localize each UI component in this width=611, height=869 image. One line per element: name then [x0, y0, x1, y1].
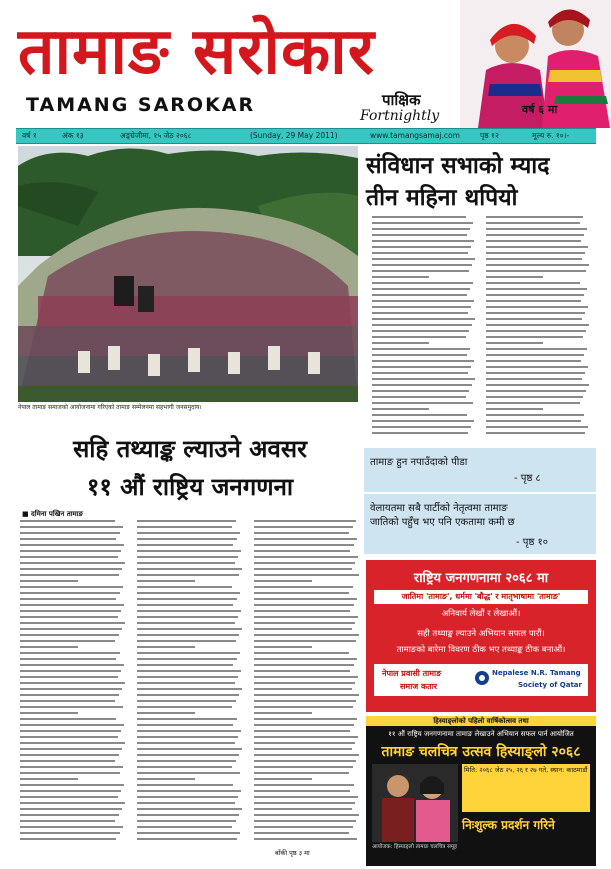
text-line: [372, 324, 472, 326]
text-line: [254, 760, 356, 762]
text-line: [20, 688, 122, 690]
text-line: [486, 246, 588, 248]
text-line: [20, 652, 120, 654]
text-line: [20, 682, 125, 684]
masthead-year-note: वर्ष ६ मा: [522, 103, 558, 116]
text-line: [372, 384, 472, 386]
text-line: [372, 378, 475, 380]
text-line: [254, 592, 349, 594]
text-line: [20, 616, 118, 618]
text-line: [137, 802, 235, 804]
text-line: [137, 526, 232, 528]
text-line: [486, 336, 583, 338]
right-story-body-text: [372, 216, 590, 442]
right-story-headline: [366, 150, 592, 214]
text-line: [254, 628, 352, 630]
text-line: [372, 312, 468, 314]
reference-box-2[interactable]: [364, 494, 596, 554]
text-line: [486, 234, 584, 236]
dateline-bar: [16, 128, 596, 144]
film-ad-actors-photo: [372, 764, 458, 842]
text-line: [137, 826, 232, 828]
text-line: [486, 240, 581, 242]
text-line: [137, 694, 239, 696]
text-line: [137, 760, 236, 762]
text-line: [254, 712, 312, 714]
text-line: [372, 420, 474, 422]
text-line: [137, 772, 240, 774]
text-line: [137, 688, 242, 690]
dateline-website[interactable]: www.tamangsamaj.com: [370, 131, 460, 140]
text-line: [372, 234, 467, 236]
text-line: [20, 820, 115, 822]
text-line: [372, 354, 467, 356]
text-line: [486, 312, 585, 314]
text-line: [137, 784, 233, 786]
text-line: [254, 784, 354, 786]
text-line: [372, 372, 468, 374]
text-line: [20, 532, 120, 534]
text-line: [486, 426, 588, 428]
text-line: [486, 348, 587, 350]
text-line: [486, 324, 589, 326]
text-line: [20, 610, 121, 612]
text-line: [137, 838, 237, 840]
text-line: [254, 562, 355, 564]
text-line: [486, 420, 581, 422]
text-line: [137, 808, 242, 810]
text-column: [372, 216, 476, 438]
text-line: [254, 574, 359, 576]
masthead-title: तामाङ सरोकार: [18, 14, 375, 89]
film-ad-info-box: मिति: २०६८ जेठ २५, २६ र २७ गते, स्थान: काठमाडौं: [462, 764, 590, 812]
text-line: [372, 432, 468, 434]
film-festival-advertisement: [366, 716, 596, 866]
text-line: [254, 700, 356, 702]
text-line: [20, 808, 122, 810]
text-line: [20, 586, 123, 588]
dateline-pages: पृष्ठ १२: [480, 131, 499, 140]
text-line: [486, 222, 580, 224]
text-line: [254, 808, 352, 810]
text-line: [20, 802, 125, 804]
text-line: [372, 216, 466, 218]
text-line: [372, 288, 470, 290]
census-ad-title: राष्ट्रिय जनगणनामा २०६८ मा: [413, 571, 549, 586]
text-line: [20, 598, 116, 600]
text-line: [20, 658, 116, 660]
film-ad-strip: हिस्याङ्लोको पहिलो वार्षिकोत्सव तथा: [366, 716, 596, 726]
text-line: [372, 306, 471, 308]
text-line: [372, 408, 429, 410]
text-line: [137, 616, 238, 618]
text-line: [254, 604, 354, 606]
reference-2-title-line2: जातिको पहुँच भए पनि एकतामा कमी छ: [370, 517, 515, 528]
text-line: [254, 526, 353, 528]
text-line: [254, 754, 359, 756]
text-line: [254, 670, 350, 672]
text-line: [20, 664, 124, 666]
text-line: [20, 748, 122, 750]
text-line: [372, 360, 474, 362]
text-line: [20, 628, 122, 630]
reference-1-title: तामाङ हुन नपाउँदाको पीडा: [370, 457, 468, 468]
text-line: [137, 562, 235, 564]
text-line: [20, 736, 118, 738]
text-line: [254, 706, 353, 708]
text-line: [254, 724, 354, 726]
text-line: [372, 402, 473, 404]
text-line: [20, 778, 78, 780]
text-line: [372, 300, 474, 302]
text-line: [137, 796, 238, 798]
text-line: [20, 634, 119, 636]
text-line: [137, 640, 236, 642]
text-line: [372, 294, 467, 296]
text-column: [486, 216, 590, 438]
text-line: [20, 574, 119, 576]
text-line: [254, 622, 355, 624]
text-line: [254, 688, 352, 690]
text-line: [254, 826, 353, 828]
text-line: [137, 532, 240, 534]
text-line: [254, 538, 357, 540]
org-nepali-line2: समाज कतार: [400, 682, 438, 691]
lead-story-byline: ■ दमिना पखिन तामाङ: [22, 510, 83, 518]
text-line: [372, 282, 473, 284]
census-ad-line1: जातिमा 'तामाङ', धर्ममा 'बौद्ध' र मातृभाषामा 'तामाङ': [374, 590, 588, 604]
film-ad-organizer: आयोजक: हिस्याङ्लो तामाङ चलचित्र समूह: [372, 844, 458, 850]
periodicity-english: Fortnightly: [360, 108, 440, 124]
text-line: [137, 622, 235, 624]
census-ad-line2: अनिवार्य लेखौं र लेखाऔं।: [441, 609, 521, 619]
film-ad-free-show: निःशुल्क प्रदर्शन गरिने: [462, 818, 555, 832]
text-line: [137, 766, 232, 768]
dateline-english-date: (Sunday, 29 May 2011): [250, 131, 338, 140]
text-line: [20, 604, 124, 606]
text-line: [372, 246, 471, 248]
text-line: [137, 568, 242, 570]
text-line: [486, 390, 586, 392]
text-line: [372, 264, 472, 266]
text-line: [486, 342, 543, 344]
text-line: [20, 568, 122, 570]
text-line: [486, 372, 585, 374]
text-line: [20, 676, 118, 678]
org-nepali-line1: नेपाल प्रवासी तामाङ: [382, 669, 442, 678]
text-line: [137, 700, 236, 702]
census-ad-line3: सही तथ्याङ्क ल्याउने अभियान सफल पारौं।: [417, 629, 545, 639]
text-line: [486, 366, 588, 368]
text-line: [137, 556, 238, 558]
text-line: [254, 676, 358, 678]
text-line: [372, 390, 469, 392]
text-line: [254, 550, 350, 552]
text-line: [20, 562, 125, 564]
text-line: [254, 652, 349, 654]
text-line: [20, 826, 123, 828]
text-line: [372, 336, 466, 338]
text-line: [20, 670, 121, 672]
text-line: [137, 724, 233, 726]
text-column: [20, 520, 126, 844]
text-line: [20, 790, 121, 792]
text-line: [137, 814, 239, 816]
continued-note: बाँकी पृष्ठ ३ मा: [275, 849, 310, 857]
lead-story-body-text: [20, 520, 360, 850]
text-line: [254, 544, 354, 546]
text-line: [20, 550, 121, 552]
text-line: [20, 706, 123, 708]
text-line: [20, 718, 116, 720]
text-line: [486, 408, 543, 410]
text-line: [137, 670, 241, 672]
text-line: [254, 748, 352, 750]
text-line: [254, 730, 350, 732]
org-logo-icon: [474, 670, 490, 686]
text-line: [137, 520, 236, 522]
text-line: [486, 306, 588, 308]
text-line: [137, 730, 241, 732]
text-line: [254, 832, 349, 834]
text-line: [254, 736, 358, 738]
text-line: [20, 640, 115, 642]
text-line: [137, 664, 233, 666]
text-line: [486, 282, 580, 284]
text-line: [486, 414, 584, 416]
text-line: [254, 718, 357, 720]
text-line: [20, 556, 118, 558]
masthead-latin-title: TAMANG SAROKAR: [26, 94, 256, 116]
text-line: [137, 778, 195, 780]
text-line: [372, 270, 469, 272]
text-line: [372, 330, 469, 332]
text-line: [254, 796, 358, 798]
text-line: [254, 568, 352, 570]
text-line: [486, 360, 581, 362]
text-line: [254, 790, 350, 792]
census-ad-line4: तामाङको बारेमा विवरण ठीक भए तथ्याङ्क ठीक बनाऔं।: [396, 645, 566, 655]
film-ad-subtitle: ११ औं राष्ट्रिय जनगणनामा तामाङ लेखाउने अभियान सफल पार्न आयोजित: [388, 730, 574, 738]
dateline-nepali-date: अङ्ग्रेजीमा, १५ जेठ २०६८: [120, 131, 192, 140]
text-column: [254, 520, 360, 844]
text-line: [20, 724, 124, 726]
text-line: [486, 258, 582, 260]
text-line: [137, 754, 239, 756]
text-line: [20, 730, 121, 732]
dateline-issue: अंक १३: [62, 131, 84, 140]
text-line: [486, 300, 581, 302]
text-line: [486, 264, 589, 266]
text-line: [254, 814, 359, 816]
text-line: [137, 646, 195, 648]
text-line: [372, 240, 474, 242]
text-line: [254, 682, 355, 684]
text-line: [372, 342, 429, 344]
text-line: [486, 396, 583, 398]
text-line: [372, 222, 473, 224]
text-line: [486, 270, 586, 272]
text-line: [137, 748, 242, 750]
text-line: [254, 778, 312, 780]
text-line: [254, 658, 357, 660]
text-line: [20, 742, 125, 744]
text-line: [137, 538, 237, 540]
text-line: [137, 736, 238, 738]
text-line: [20, 796, 118, 798]
lead-headline-line2: ११ औं राष्ट्रिय जनगणना: [86, 473, 294, 501]
text-line: [137, 628, 242, 630]
text-column: [137, 520, 243, 844]
text-line: [20, 520, 115, 522]
text-line: [137, 634, 239, 636]
dateline-price: मूल्य रु. १०।-: [532, 131, 570, 140]
text-line: [254, 838, 357, 840]
text-line: [137, 550, 241, 552]
text-line: [137, 718, 237, 720]
text-line: [254, 802, 355, 804]
text-line: [20, 766, 123, 768]
text-line: [20, 592, 120, 594]
text-line: [137, 658, 237, 660]
right-headline-line2: तीन महिना थपियो: [366, 185, 518, 211]
lead-headline-line1: सहि तथ्याङ्क ल्याउने अवसर: [73, 435, 307, 463]
text-line: [486, 288, 587, 290]
text-line: [20, 754, 119, 756]
text-line: [486, 252, 585, 254]
org-english-line2: Society of Qatar: [518, 681, 582, 689]
text-line: [254, 556, 358, 558]
text-line: [254, 580, 312, 582]
text-line: [20, 526, 123, 528]
text-line: [137, 574, 239, 576]
reference-1-page: - पृष्ठ ८: [514, 473, 541, 484]
text-line: [254, 532, 349, 534]
text-line: [254, 664, 354, 666]
text-line: [372, 318, 475, 320]
text-line: [372, 252, 468, 254]
text-line: [372, 396, 466, 398]
text-line: [254, 694, 359, 696]
text-line: [137, 598, 237, 600]
text-line: [137, 580, 195, 582]
text-line: [486, 228, 587, 230]
text-line: [486, 216, 583, 218]
text-line: [20, 712, 78, 714]
org-english-line1: Nepalese N.R. Tamang: [492, 669, 581, 677]
text-line: [486, 432, 585, 434]
text-line: [137, 592, 240, 594]
text-line: [20, 544, 124, 546]
text-line: [486, 378, 582, 380]
text-line: [254, 820, 356, 822]
text-line: [137, 706, 232, 708]
reference-box-1[interactable]: [364, 448, 596, 492]
text-line: [20, 760, 115, 762]
text-line: [254, 772, 349, 774]
text-line: [20, 772, 120, 774]
text-line: [20, 622, 125, 624]
dateline-year: वर्ष १: [22, 131, 37, 140]
periodicity-nepali: पाक्षिक: [382, 91, 421, 109]
text-line: [254, 610, 350, 612]
text-line: [254, 646, 312, 648]
text-line: [20, 694, 119, 696]
text-line: [486, 294, 584, 296]
text-line: [372, 258, 475, 260]
right-headline-line1: संविधान सभाको म्याद: [366, 153, 550, 179]
text-line: [137, 682, 235, 684]
text-line: [137, 610, 241, 612]
text-line: [372, 414, 467, 416]
reference-2-title-line1: वेलायतमा सबै पार्टीको नेतृत्वमा तामाङ: [370, 503, 508, 514]
text-line: [20, 700, 115, 702]
text-line: [254, 766, 353, 768]
text-line: [20, 646, 78, 648]
text-line: [372, 426, 471, 428]
text-line: [254, 586, 353, 588]
reference-2-page: - पृष्ठ १०: [516, 537, 548, 548]
main-photo-crowd-gathering: [18, 146, 358, 402]
text-line: [137, 832, 240, 834]
text-line: [372, 348, 470, 350]
text-line: [137, 790, 241, 792]
text-line: [137, 544, 233, 546]
text-line: [486, 402, 580, 404]
text-line: [486, 354, 584, 356]
lead-story-headline: [20, 430, 360, 506]
text-line: [20, 580, 78, 582]
text-line: [486, 276, 543, 278]
text-line: [137, 712, 195, 714]
text-line: [137, 676, 238, 678]
text-line: [254, 598, 357, 600]
text-line: [254, 742, 355, 744]
text-line: [254, 616, 358, 618]
text-line: [20, 838, 116, 840]
text-line: [20, 814, 119, 816]
text-line: [372, 228, 470, 230]
text-line: [20, 538, 116, 540]
main-photo-caption: नेपाल तामाङ समाजको आयोजनामा गरिएको तामाङ सम्मेलनमा सहभागी जनसमुदाय।: [18, 404, 202, 411]
film-ad-title: तामाङ चलचित्र उत्सव हिस्याङ्लो २०६८: [381, 744, 581, 760]
text-line: [137, 820, 236, 822]
text-line: [486, 318, 582, 320]
text-line: [486, 384, 589, 386]
text-line: [254, 634, 359, 636]
text-line: [254, 640, 356, 642]
text-line: [137, 604, 233, 606]
census-ad-organization: [374, 664, 588, 696]
text-line: [137, 652, 240, 654]
text-line: [254, 520, 356, 522]
census-advertisement: [366, 560, 596, 712]
text-line: [20, 784, 124, 786]
text-line: [372, 276, 429, 278]
text-line: [372, 366, 471, 368]
text-line: [137, 742, 235, 744]
text-line: [137, 586, 232, 588]
text-line: [486, 330, 586, 332]
text-line: [20, 832, 120, 834]
